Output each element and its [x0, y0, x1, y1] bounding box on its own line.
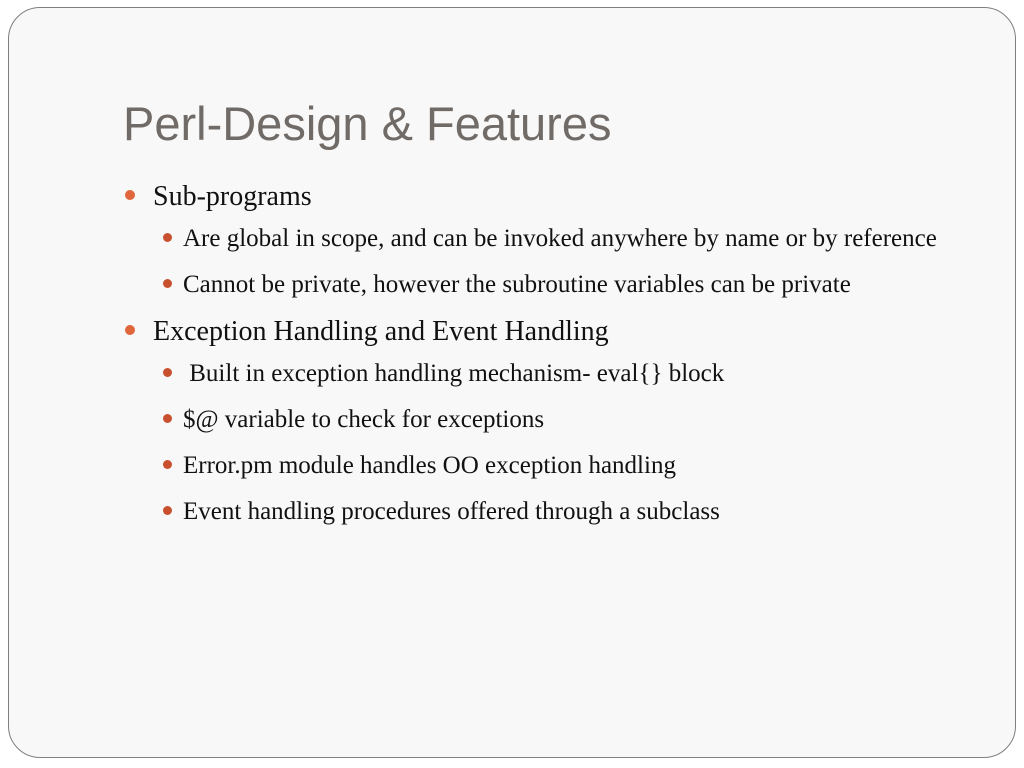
bullet-list — [125, 176, 955, 532]
sub-bullet-text: Error.pm module handles OO exception handling — [183, 452, 676, 479]
bullet-text: Exception Handling and Event Handling — [153, 316, 609, 347]
sub-bullet-dot-icon — [163, 279, 172, 288]
sub-bullet-text: Cannot be private, however the subroutine variables can be private — [183, 271, 851, 298]
sub-bullet-list — [153, 218, 955, 305]
sub-bullet-dot-icon — [163, 460, 172, 469]
slide-content — [125, 176, 955, 538]
sub-bullet-dot-icon — [163, 414, 172, 423]
bullet-sub-programs — [125, 176, 955, 305]
sub-bullet-text: $@ variable to check for exceptions — [183, 406, 545, 433]
sub-bullet-dot-icon — [163, 506, 172, 515]
sub-bullet-item — [153, 264, 955, 305]
sub-bullet-item — [153, 491, 955, 532]
sub-bullet-list — [153, 353, 955, 532]
sub-bullet-item — [153, 353, 955, 394]
sub-bullet-text: Are global in scope, and can be invoked anywhere by name or by reference — [183, 225, 937, 252]
sub-bullet-text: Event handling procedures offered through a subclass — [183, 498, 720, 525]
sub-bullet-text: Built in exception handling mechanism- eval{} block — [183, 360, 725, 387]
sub-bullet-item — [153, 399, 955, 440]
sub-bullet-item — [153, 218, 955, 259]
bullet-text: Sub-programs — [153, 181, 312, 212]
slide-title: Perl-Design & Features — [123, 97, 612, 150]
bullet-dot-icon — [125, 190, 135, 200]
sub-bullet-item — [153, 445, 955, 486]
bullet-dot-icon — [125, 325, 135, 335]
bullet-exception-handling — [125, 311, 955, 532]
sub-bullet-dot-icon — [163, 233, 172, 242]
sub-bullet-dot-icon — [163, 368, 172, 377]
slide-frame — [8, 7, 1016, 758]
